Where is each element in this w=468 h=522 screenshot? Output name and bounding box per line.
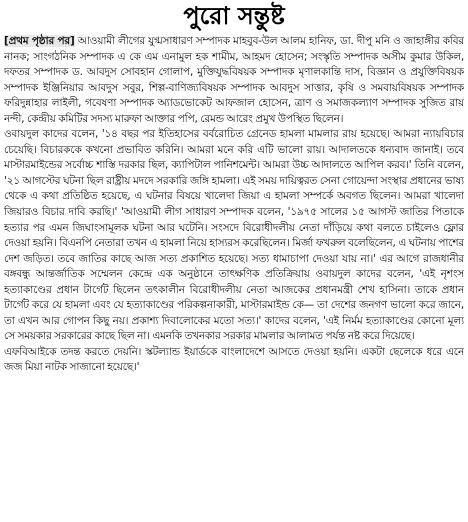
- paragraph-1-text: আওয়ামী লীগের যুগ্মসাধারণ সম্পাদক মাহবুব-উল আলম হানিফ, ডা. দীপু মনি ও জাহাঙ্গীর কবির নানক; সাংগঠনিক সম্পাদক এ কে এম এনামুল হক শামীম, আহমদ হোসেন; সংস্কৃতি সম্পাদক অসীম কুমার উকিল, দফতর সম্পাদক ড. আবদুস সোবহান গোলাপ, মুক্তিযুদ্ধবিষয়ক সম্পাদক মৃণালকান্তি দাস, বিজ্ঞান ও প্রযুক্তিবিষয়ক সম্পাদক ইঞ্জিনিয়ার আবদুস সবুর, শিল্প-বাণিজ্যবিষয়ক সম্পাদক আবদুস সাত্তার, কৃষি ও সমবায়বিষয়ক সম্পাদক ফরিদুন্নাহার লাইলী, গবেষণা সম্পাদক অ্যাডভোকেট আফজাল হোসেন, ত্রাণ ও সমাজকল্যাণ সম্পাদক সুজিত রায় নন্দী, কেন্দ্রীয় কমিটির সদস্য মারুফা আক্তার পপি, রেমন্ড আরেং প্রমুখ উপস্থিত ছিলেন।: [4, 35, 464, 125]
- article-headline: পুরো সন্তুষ্ট: [183, 1, 285, 30]
- news-article: [4, 0, 464, 522]
- article-paragraph-1: [4, 34, 464, 127]
- article-paragraph-2: ওবায়দুল কাদের বলেন, '১৪ বছর পর ইতিহাসের বর্বরোচিত গ্রেনেড হামলা মামলার রায় হয়েছে। আমরা ন্যায়বিচার চেয়েছি। বিচারককে কখনো প্রভাবিত করিনি। আমরা মনে করি এটি ভালো রায়। আদালতকে ধন্যবাদ জানাই। তবে মাস্টারমাইন্ডের সর্বোচ্চ শাস্তি দরকার ছিল, ক্যাপিটাল পানিশমেন্ট। আমরা উচ্চ আদালতে আপিল করব।' তিনি বলেন, '২১ আগস্টের ঘটনা ছিল রাষ্ট্রীয় মদদে সরকারি জঙ্গি হামলা। এই সময় দায়িত্বরত সেনা গোয়েন্দা সংস্থার প্রধানের ভাষ্য থেকে এ কথা প্রতিষ্ঠিত হয়েছে, এ ঘটনার বিষয়ে খালেদা জিয়া এ হামলা সম্পর্কে অবগত ছিলেন। আমরা খালেদা জিয়ারও বিচার দাবি করছি।' 'আওয়ামী লীগ সাধারণ সম্পাদক বলেন, '১৯৭৫ সালের ১৫ আগস্ট জাতির পিতাকে হত্যার পর এমন জিঘাংসামূলক ঘটনা আর ঘটেনি। সংসদে বিরোধীদলীয় নেতা দাঁড়িয়ে কথা বলতে চাইলেও ফ্লোর দেওয়া হয়নি। বিএনপি নেতারা তখন এ হামলা নিয়ে হাস্যরস করেছিলেন। মির্জা ফখরুল বলেছিলেন, এ ঘটনায় পাশের দেশ জড়িত। তবে জাতির কাছে আজ সত্য প্রকাশিত হয়েছে। সত্য ধামাচাপা দেওয়া যায় না।' এর আগে রাজধানীর বঙ্গবন্ধু আন্তর্জাতিক সম্মেলন কেন্দ্রে এক অনুষ্ঠানে তাৎক্ষণিক প্রতিক্রিয়ায় ওবায়দুল কাদের বলেন, 'এই নৃশংস হত্যাকাণ্ডের প্রধান টার্গেট ছিলেন তৎকালীন বিরোধীদলীয় নেতা আজকের প্রধানমন্ত্রী শেখ হাসিনা। তাকে প্রধান টার্গেট করে যে হামলা এবং যে হত্যাকাণ্ডের পরিকল্পনাকারী, মাস্টারমাইন্ড কে— তা দেশের জনগণ ভালো করে জানে, তা এখন আর গোপন কিছু নয়। প্রকাশ্য দিবালোকের মতো সত্য।' কাদের বলেন, 'এই নির্মম হত্যাকাণ্ডের কোনো মূল্য সে সময়কার সরকারের কাছে ছিল না। এমনকি তখনকার সরকার মামলার আলামত পর্যন্ত নষ্ট করে দিয়েছে।: [4, 128, 464, 343]
- article-body: [4, 34, 464, 376]
- article-paragraph-3: এফবিআইকে তদন্ত করতে দেয়নি। স্কটল্যান্ড ইয়ার্ডকে বাংলাদেশে আসতে দেওয়া হয়নি। একটা ছেলেকে ধরে এনে জজ মিয়া নাটক সাজানো হয়েছে।': [4, 345, 464, 374]
- continued-from-front-page-tag: [প্রথম পৃষ্ঠার পর]: [4, 35, 75, 47]
